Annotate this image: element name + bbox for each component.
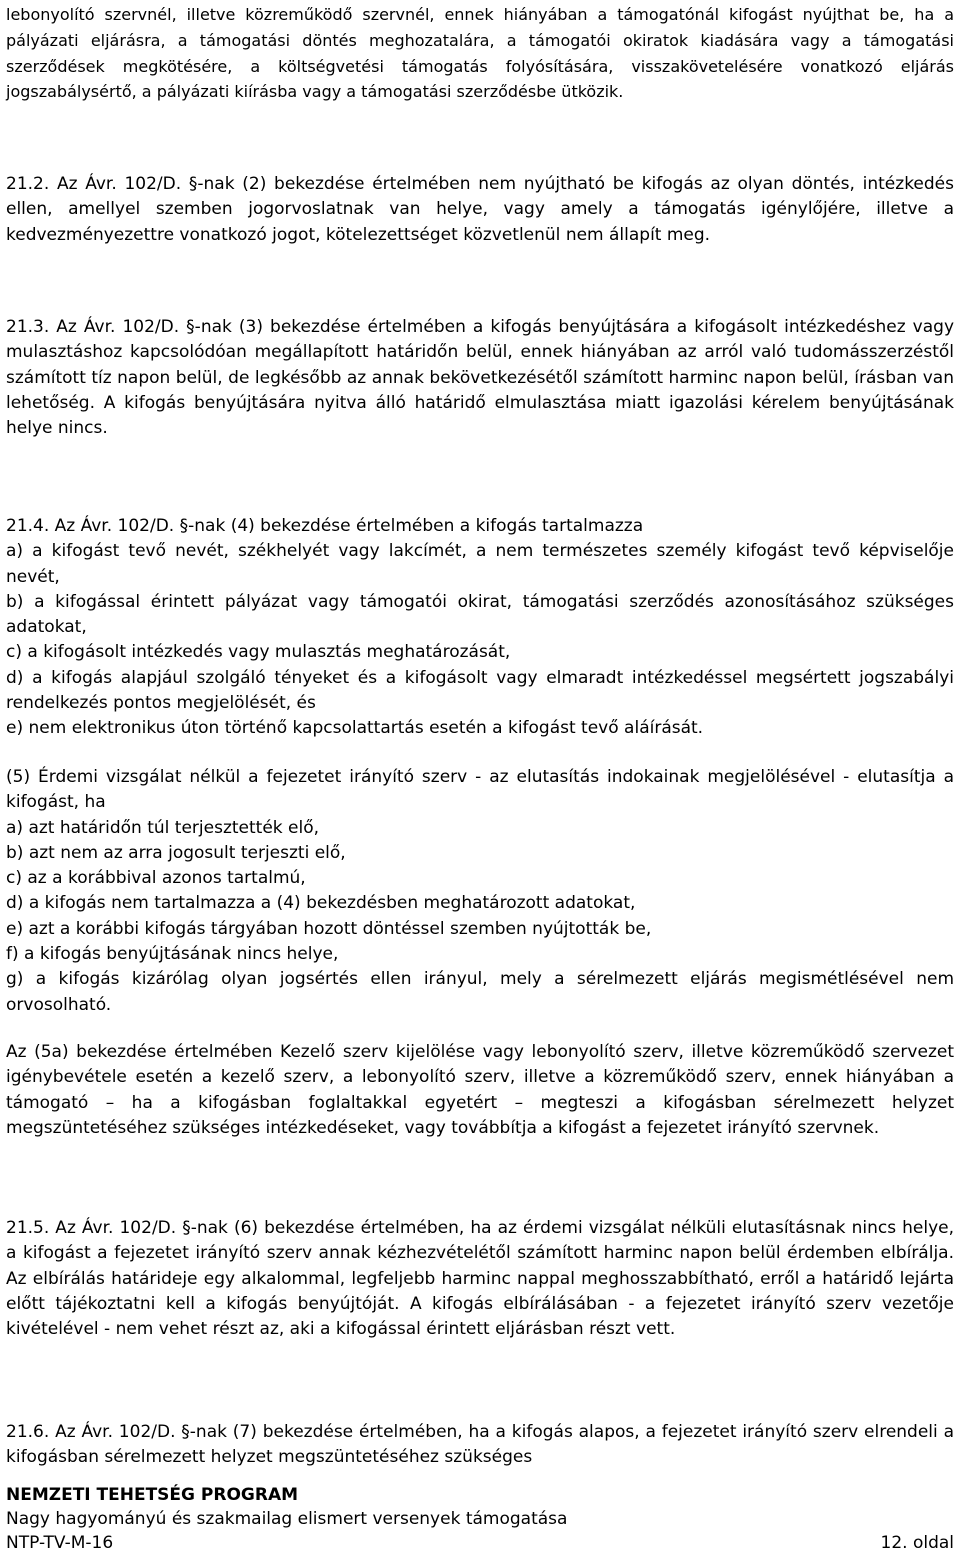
section-5 [6, 765, 954, 1018]
paragraph-21-2: 21.2. Az Ávr. 102/D. §-nak (2) bekezdése értelmében nem nyújtható be kifogás az olyan döntés, intézkedés ellen, amellyel szemben jogorvoslatnak van helye, vagy amely a támogatás igénylőjére, illetve a kedvezményezettre vonatkozó jogot, kötelezettséget közvetlenül nem állapít meg. [6, 174, 954, 245]
list-item: d) a kifogás alapjául szolgáló tényeket és a kifogásolt vagy elmaradt intézkedéssel megsértett jogszabályi rendelkezés pontos megjelölését, és [6, 667, 954, 714]
footer-program-title: NEMZETI TEHETSÉG PROGRAM [6, 1485, 299, 1505]
list-item: a) a kifogást tevő nevét, székhelyét vagy lakcímét, a nem természetes személy kifogást tevő képviselője nevét, [6, 541, 954, 587]
list-item: b) a kifogással érintett pályázat vagy támogatói okirat, támogatási szerződés azonosításához szükséges adatokat, [6, 591, 954, 638]
paragraph-21-5: 21.5. Az Ávr. 102/D. §-nak (6) bekezdése értelmében, ha az érdemi vizsgálat nélküli elutasításnak nincs helye, a kifogást a fejezetet irányító szerv annak kézhezvételétől számított harminc napon belül érdemben elbírálja. Az elbírálás határideje egy alkalommal, legfeljebb harminc nappal meghosszabbítható, erről a határidő lejárta előtt tájékoztatni kell a kifogás benyújtóját. A kifogás elbírálásában - a fejezetet irányító szerv vezetője kivételével - nem vehet részt az, aki a kifogással érintett eljárásban részt vett. [6, 1218, 954, 1340]
paragraph-lead: lebonyolító szervnél, illetve közreműködő szervnél, ennek hiányában a támogatónál kifogást nyújthat be, ha a pályázati eljárásra, a támogatási döntés meghozatalára, a támogatói okiratok kiadására vagy a támogatási szerződések megkötésére, a költségvetési támogatás folyósítására, visszakövetelésére vonatkozó eljárás jogszabálysértő, a pályázati kiírásba vagy a támogatási szerződésbe ütközik. [6, 5, 954, 102]
page-footer [6, 1483, 954, 1555]
list-item: e) azt a korábbi kifogás tárgyában hozott döntéssel szemben nyújtották be, [6, 918, 652, 939]
list-item: g) a kifogás kizárólag olyan jogsértés ellen irányul, mely a sérelmezett eljárás megismétlésével nem orvosolható. [6, 969, 954, 1015]
list-item: f) a kifogás benyújtásának nincs helye, [6, 944, 339, 965]
list-item: d) a kifogás nem tartalmazza a (4) bekezdésben meghatározott adatokat, [6, 893, 636, 914]
paragraph-21-6: 21.6. Az Ávr. 102/D. §-nak (7) bekezdése értelmében, ha a kifogás alapos, a fejezetet irányító szerv elrendeli a kifogásban sérelmezett helyzet megszüntetéséhez szükséges [6, 1422, 954, 1468]
paragraph-21-4-intro: 21.4. Az Ávr. 102/D. §-nak (4) bekezdése értelmében a kifogás tartalmazza [6, 516, 644, 536]
list-item: c) az a korábbival azonos tartalmú, [6, 868, 306, 889]
page-number: 12. oldal [880, 1533, 954, 1553]
list-item: a) azt határidőn túl terjesztették elő, [6, 817, 320, 838]
list-item: e) nem elektronikus úton történő kapcsolattartás esetén a kifogást tevő aláírását. [6, 718, 704, 739]
paragraph-21-3: 21.3. Az Ávr. 102/D. §-nak (3) bekezdése értelmében a kifogás benyújtására a kifogásolt intézkedéshez vagy mulasztáshoz kapcsolódóan megállapított határidőn belül, ennek hiányában az arról való tudomásszerzéstől számított tíz napon belül, de legkésőbb az annak bekövetkezésétől számított harminc napon belül, írásban van lehetőség. A kifogás benyújtására nyitva álló határidő elmulasztása miatt igazolási kérelem benyújtásának helye nincs. [6, 317, 954, 439]
footer-row [6, 1531, 954, 1555]
footer-code: NTP-TV-M-16 [6, 1533, 114, 1553]
list-item: c) a kifogásolt intézkedés vagy mulasztás meghatározását, [6, 642, 511, 663]
paragraph-5-intro: (5) Érdemi vizsgálat nélkül a fejezetet irányító szerv - az elutasítás indokainak megjelölésével - elutasítja a kifogást, ha [6, 767, 954, 813]
paragraph-5a: Az (5a) bekezdése értelmében Kezelő szerv kijelölése vagy lebonyolító szerv, illetve közreműködő szervezet igénybevétele esetén a kezelő szerv, a lebonyolító szerv, illetve a közreműködő szerv, ennek hiányában a támogató – ha a kifogásban foglaltakkal egyetért – megteszi a kifogásban sérelmezett helyzet megszüntetéséhez szükséges intézkedéseket, vagy továbbítja a kifogást a fejezetet irányító szervnek. [6, 1042, 954, 1138]
list-item: b) azt nem az arra jogosult terjeszti elő, [6, 842, 346, 863]
section-21-4 [6, 514, 954, 742]
footer-subtitle: Nagy hagyományú és szakmailag elismert versenyek támogatása [6, 1509, 568, 1529]
